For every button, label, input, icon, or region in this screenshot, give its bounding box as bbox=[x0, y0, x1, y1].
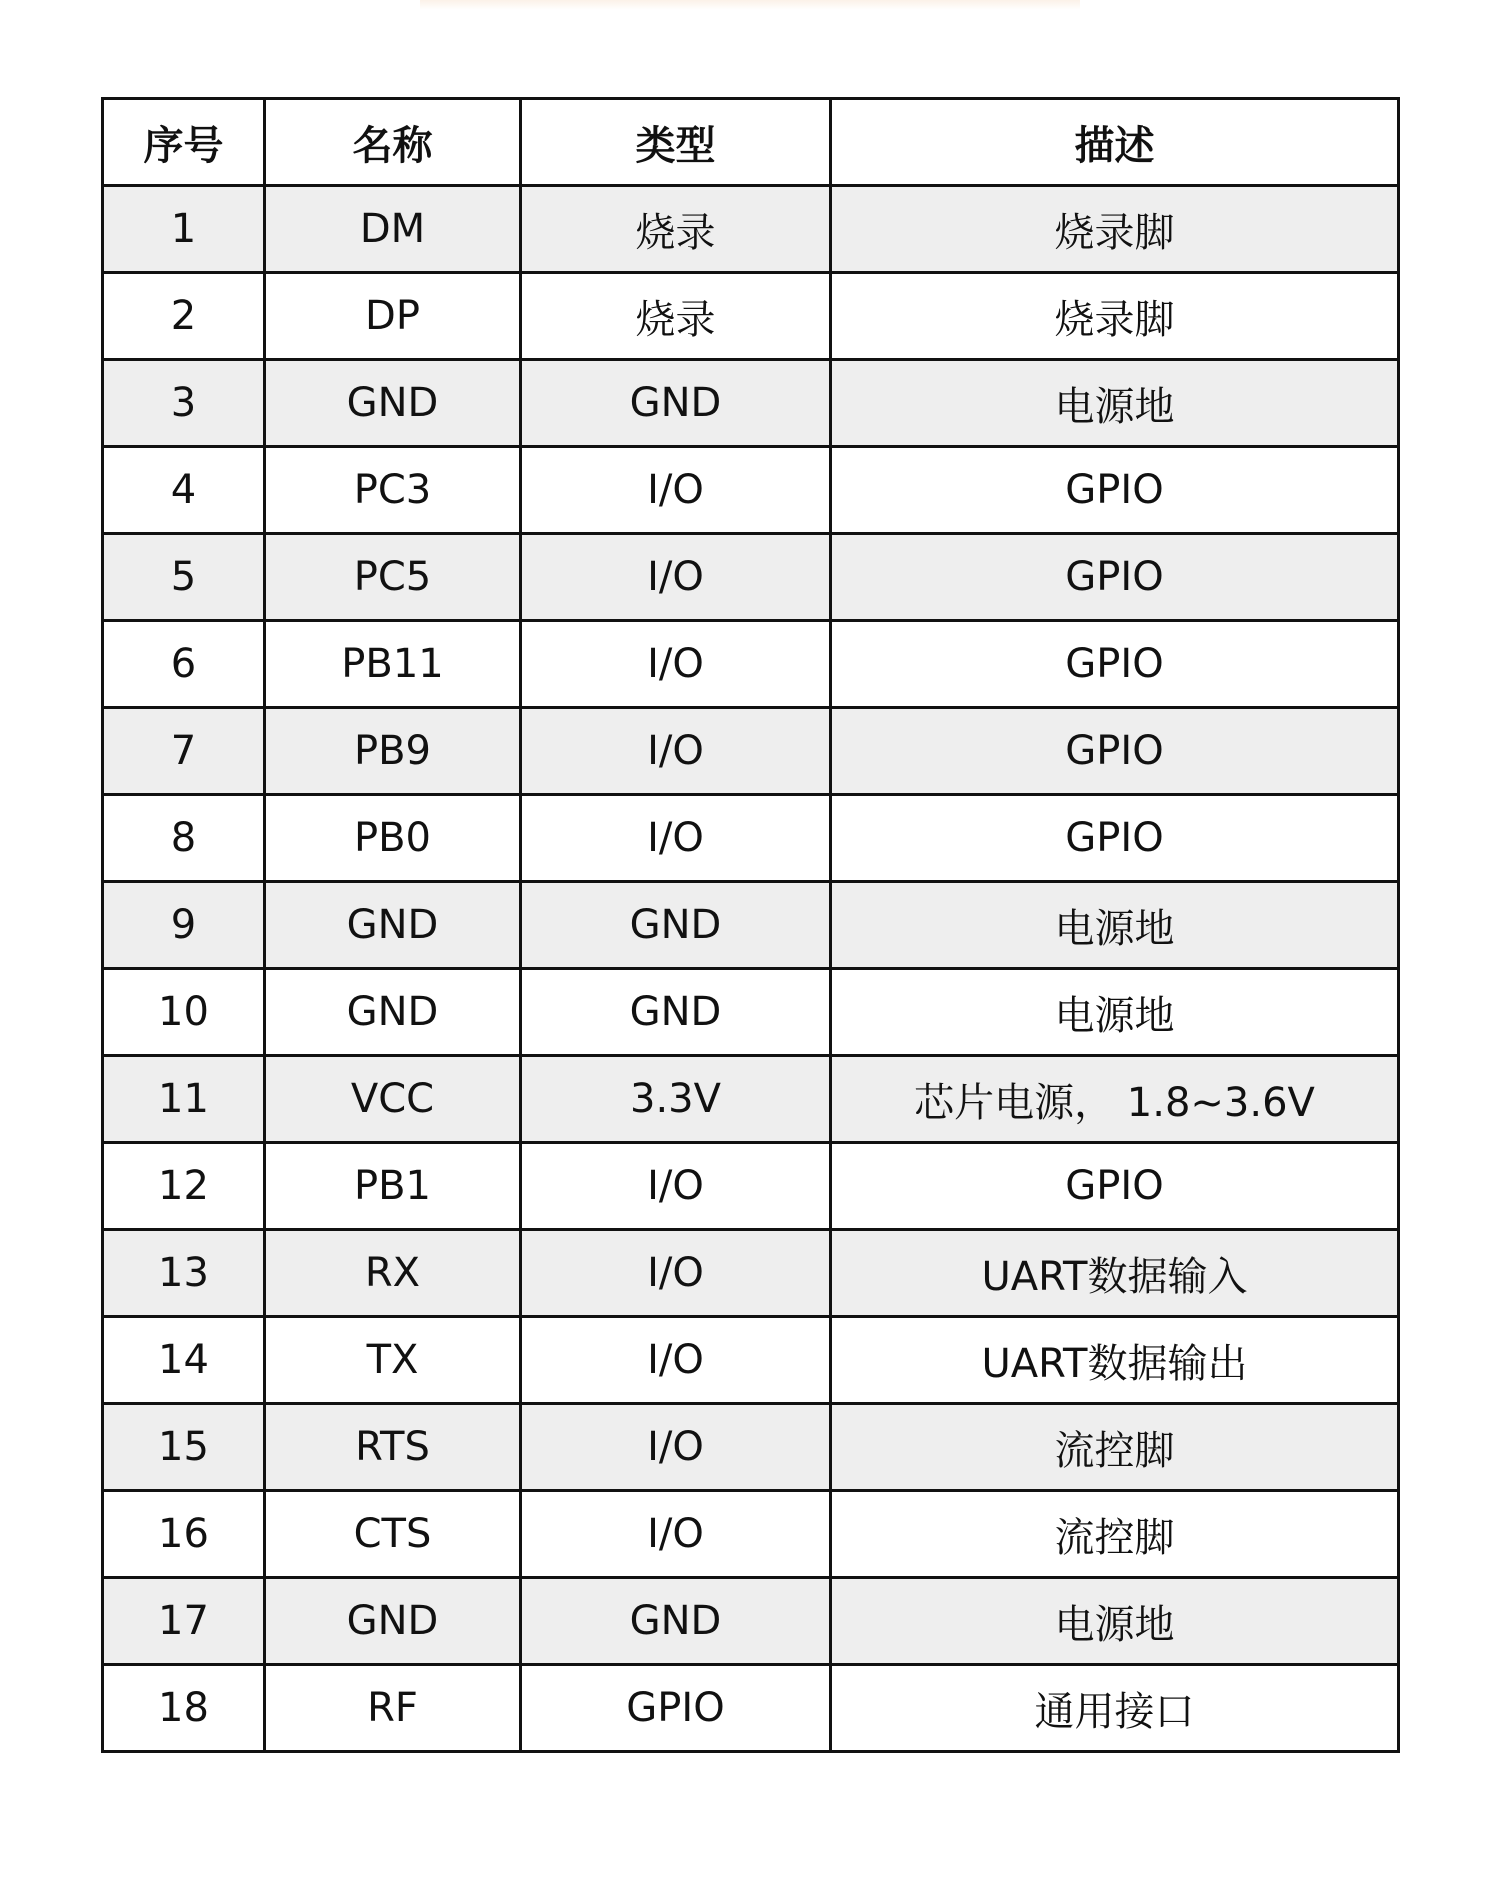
table-row bbox=[103, 1230, 1399, 1317]
cell-type: GND bbox=[521, 969, 831, 1056]
cell-index: 11 bbox=[103, 1056, 265, 1143]
cell-name: RF bbox=[265, 1665, 521, 1752]
cell-name: DP bbox=[265, 273, 521, 360]
cell-name: VCC bbox=[265, 1056, 521, 1143]
table-row bbox=[103, 882, 1399, 969]
cell-index: 5 bbox=[103, 534, 265, 621]
cell-type: I/O bbox=[521, 1143, 831, 1230]
table-row bbox=[103, 795, 1399, 882]
cell-index: 7 bbox=[103, 708, 265, 795]
cell-type: I/O bbox=[521, 1404, 831, 1491]
cell-type: I/O bbox=[521, 1491, 831, 1578]
cell-type: 3.3V bbox=[521, 1056, 831, 1143]
cell-name: RTS bbox=[265, 1404, 521, 1491]
cell-index: 1 bbox=[103, 186, 265, 273]
cell-type: I/O bbox=[521, 447, 831, 534]
cell-type: I/O bbox=[521, 795, 831, 882]
cell-name: PB0 bbox=[265, 795, 521, 882]
cell-description: UART数据输出 bbox=[831, 1317, 1399, 1404]
cell-index: 12 bbox=[103, 1143, 265, 1230]
cell-name: GND bbox=[265, 882, 521, 969]
table-row bbox=[103, 186, 1399, 273]
cell-description: 流控脚 bbox=[831, 1404, 1399, 1491]
table-row bbox=[103, 1491, 1399, 1578]
cell-description: 电源地 bbox=[831, 882, 1399, 969]
cell-type: I/O bbox=[521, 708, 831, 795]
cell-name: PC3 bbox=[265, 447, 521, 534]
table-row bbox=[103, 1143, 1399, 1230]
pin-definition-table bbox=[101, 97, 1400, 1753]
cell-name: CTS bbox=[265, 1491, 521, 1578]
table-row bbox=[103, 273, 1399, 360]
cell-type: GND bbox=[521, 1578, 831, 1665]
table-row bbox=[103, 360, 1399, 447]
cell-index: 9 bbox=[103, 882, 265, 969]
header-index: 序号 bbox=[103, 99, 265, 186]
cell-description: GPIO bbox=[831, 708, 1399, 795]
cell-description: 电源地 bbox=[831, 360, 1399, 447]
cell-type: 烧录 bbox=[521, 186, 831, 273]
cell-type: I/O bbox=[521, 1317, 831, 1404]
cell-index: 15 bbox=[103, 1404, 265, 1491]
cell-index: 8 bbox=[103, 795, 265, 882]
table-body bbox=[103, 186, 1399, 1752]
cell-description: GPIO bbox=[831, 1143, 1399, 1230]
table-header-row bbox=[103, 99, 1399, 186]
cell-type: 烧录 bbox=[521, 273, 831, 360]
cell-type: I/O bbox=[521, 1230, 831, 1317]
cell-index: 13 bbox=[103, 1230, 265, 1317]
cell-index: 18 bbox=[103, 1665, 265, 1752]
header-type: 类型 bbox=[521, 99, 831, 186]
table-row bbox=[103, 969, 1399, 1056]
cell-description: GPIO bbox=[831, 795, 1399, 882]
cell-description: 通用接口 bbox=[831, 1665, 1399, 1752]
table-row bbox=[103, 447, 1399, 534]
table-row bbox=[103, 1317, 1399, 1404]
cell-index: 16 bbox=[103, 1491, 265, 1578]
cell-index: 3 bbox=[103, 360, 265, 447]
cell-index: 2 bbox=[103, 273, 265, 360]
cell-name: GND bbox=[265, 1578, 521, 1665]
cell-type: GND bbox=[521, 360, 831, 447]
cell-description: 烧录脚 bbox=[831, 273, 1399, 360]
top-decoration bbox=[420, 0, 1080, 10]
cell-description: GPIO bbox=[831, 447, 1399, 534]
cell-name: GND bbox=[265, 360, 521, 447]
cell-description: UART数据输入 bbox=[831, 1230, 1399, 1317]
table-row bbox=[103, 1404, 1399, 1491]
cell-description: GPIO bbox=[831, 621, 1399, 708]
cell-index: 6 bbox=[103, 621, 265, 708]
cell-description: GPIO bbox=[831, 534, 1399, 621]
cell-name: RX bbox=[265, 1230, 521, 1317]
cell-description: 电源地 bbox=[831, 1578, 1399, 1665]
table-row bbox=[103, 1056, 1399, 1143]
cell-name: TX bbox=[265, 1317, 521, 1404]
cell-description: 电源地 bbox=[831, 969, 1399, 1056]
cell-name: PC5 bbox=[265, 534, 521, 621]
cell-name: GND bbox=[265, 969, 521, 1056]
cell-name: DM bbox=[265, 186, 521, 273]
table-row bbox=[103, 534, 1399, 621]
table-row bbox=[103, 1578, 1399, 1665]
cell-type: I/O bbox=[521, 534, 831, 621]
cell-name: PB9 bbox=[265, 708, 521, 795]
table-row bbox=[103, 708, 1399, 795]
cell-type: I/O bbox=[521, 621, 831, 708]
cell-description: 芯片电源， 1.8~3.6V bbox=[831, 1056, 1399, 1143]
cell-name: PB11 bbox=[265, 621, 521, 708]
cell-description: 烧录脚 bbox=[831, 186, 1399, 273]
cell-type: GPIO bbox=[521, 1665, 831, 1752]
table-row bbox=[103, 621, 1399, 708]
cell-index: 4 bbox=[103, 447, 265, 534]
header-description: 描述 bbox=[831, 99, 1399, 186]
cell-index: 17 bbox=[103, 1578, 265, 1665]
cell-index: 10 bbox=[103, 969, 265, 1056]
table-row bbox=[103, 1665, 1399, 1752]
header-name: 名称 bbox=[265, 99, 521, 186]
cell-type: GND bbox=[521, 882, 831, 969]
cell-description: 流控脚 bbox=[831, 1491, 1399, 1578]
cell-index: 14 bbox=[103, 1317, 265, 1404]
cell-name: PB1 bbox=[265, 1143, 521, 1230]
